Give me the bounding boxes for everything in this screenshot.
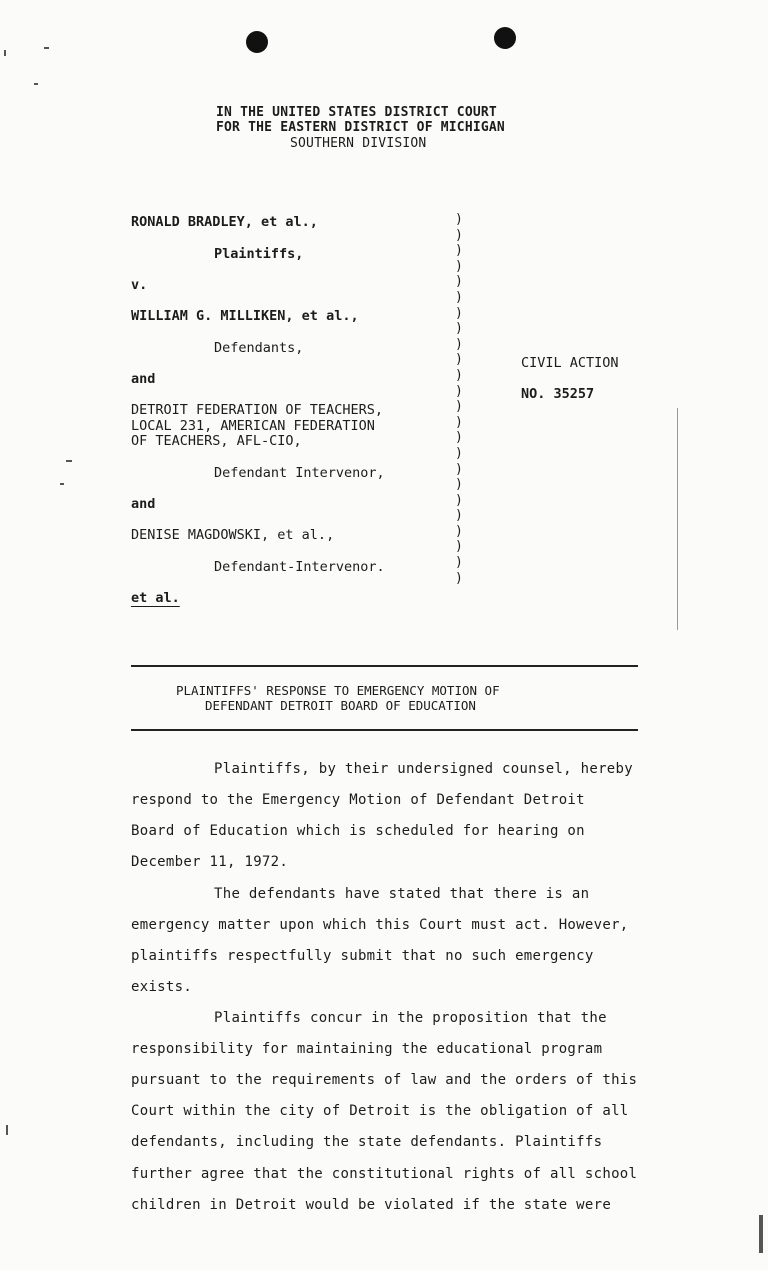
body-line: Plaintiffs concur in the proposition that the xyxy=(214,1010,607,1026)
scan-mark xyxy=(6,1125,8,1135)
body-line: Plaintiffs, by their undersigned counsel, hereby xyxy=(214,761,633,777)
and-1: and xyxy=(131,371,156,387)
scan-mark xyxy=(34,83,38,85)
case-number: NO. 35257 xyxy=(521,386,595,402)
intervenor2-name: DENISE MAGDOWSKI, et al., xyxy=(131,527,335,543)
intervenor1-line3: OF TEACHERS, AFL-CIO, xyxy=(131,433,302,449)
title-rule-bottom xyxy=(131,729,638,731)
court-heading-line3: SOUTHERN DIVISION xyxy=(290,136,427,151)
body-line: respond to the Emergency Motion of Defendant Detroit xyxy=(131,792,585,808)
intervenor2-role: Defendant-Intervenor. xyxy=(214,559,385,575)
body-line: further agree that the constitutional rights of all school xyxy=(131,1166,638,1182)
body-line: emergency matter upon which this Court must act. However, xyxy=(131,917,629,933)
body-line: defendants, including the state defendants. Plaintiffs xyxy=(131,1134,603,1150)
plaintiff-name: RONALD BRADLEY, et al., xyxy=(131,214,318,230)
body-line: exists. xyxy=(131,979,193,995)
body-line: Board of Education which is scheduled for hearing on xyxy=(131,823,585,839)
document-title-line1: PLAINTIFFS' RESPONSE TO EMERGENCY MOTION OF xyxy=(176,683,500,698)
versus: v. xyxy=(131,277,148,293)
plaintiff-role: Plaintiffs, xyxy=(214,246,304,262)
intervenor1-line2: LOCAL 231, AMERICAN FEDERATION xyxy=(131,418,375,434)
intervenor1-role: Defendant Intervenor, xyxy=(214,465,385,481)
scan-mark xyxy=(759,1215,763,1253)
body-line: The defendants have stated that there is an xyxy=(214,886,590,902)
court-heading-line1: IN THE UNITED STATES DISTRICT COURT xyxy=(216,105,497,120)
body-line: plaintiffs respectfully submit that no such emergency xyxy=(131,948,594,964)
scan-mark xyxy=(44,47,49,49)
scan-mark xyxy=(66,460,72,462)
title-rule-top xyxy=(131,665,638,667)
body-line: Court within the city of Detroit is the obligation of all xyxy=(131,1103,629,1119)
intervenor1-line1: DETROIT FEDERATION OF TEACHERS, xyxy=(131,402,383,418)
body-line: children in Detroit would be violated if the state were xyxy=(131,1197,612,1213)
body-line: responsibility for maintaining the educational program xyxy=(131,1041,603,1057)
scan-mark xyxy=(60,483,64,485)
body-line: December 11, 1972. xyxy=(131,854,289,870)
defendant-name: WILLIAM G. MILLIKEN, et al., xyxy=(131,308,359,324)
civil-action-label: CIVIL ACTION xyxy=(521,355,619,371)
punch-hole-left xyxy=(246,31,268,53)
body-line: pursuant to the requirements of law and the orders of this xyxy=(131,1072,638,1088)
scan-line xyxy=(677,408,678,630)
et-al: et al. xyxy=(131,590,180,606)
court-heading-line2: FOR THE EASTERN DISTRICT OF MICHIGAN xyxy=(216,120,505,135)
caption-parenthesis-column: ) ) ) ) ) ) ) ) ) ) ) ) ) ) ) ) ) ) ) ) ) ) ) ) xyxy=(455,212,463,586)
and-2: and xyxy=(131,496,156,512)
document-title-line2: DEFENDANT DETROIT BOARD OF EDUCATION xyxy=(205,698,476,713)
punch-hole-right xyxy=(494,27,516,49)
scan-mark xyxy=(4,50,6,56)
defendant-role: Defendants, xyxy=(214,340,304,356)
